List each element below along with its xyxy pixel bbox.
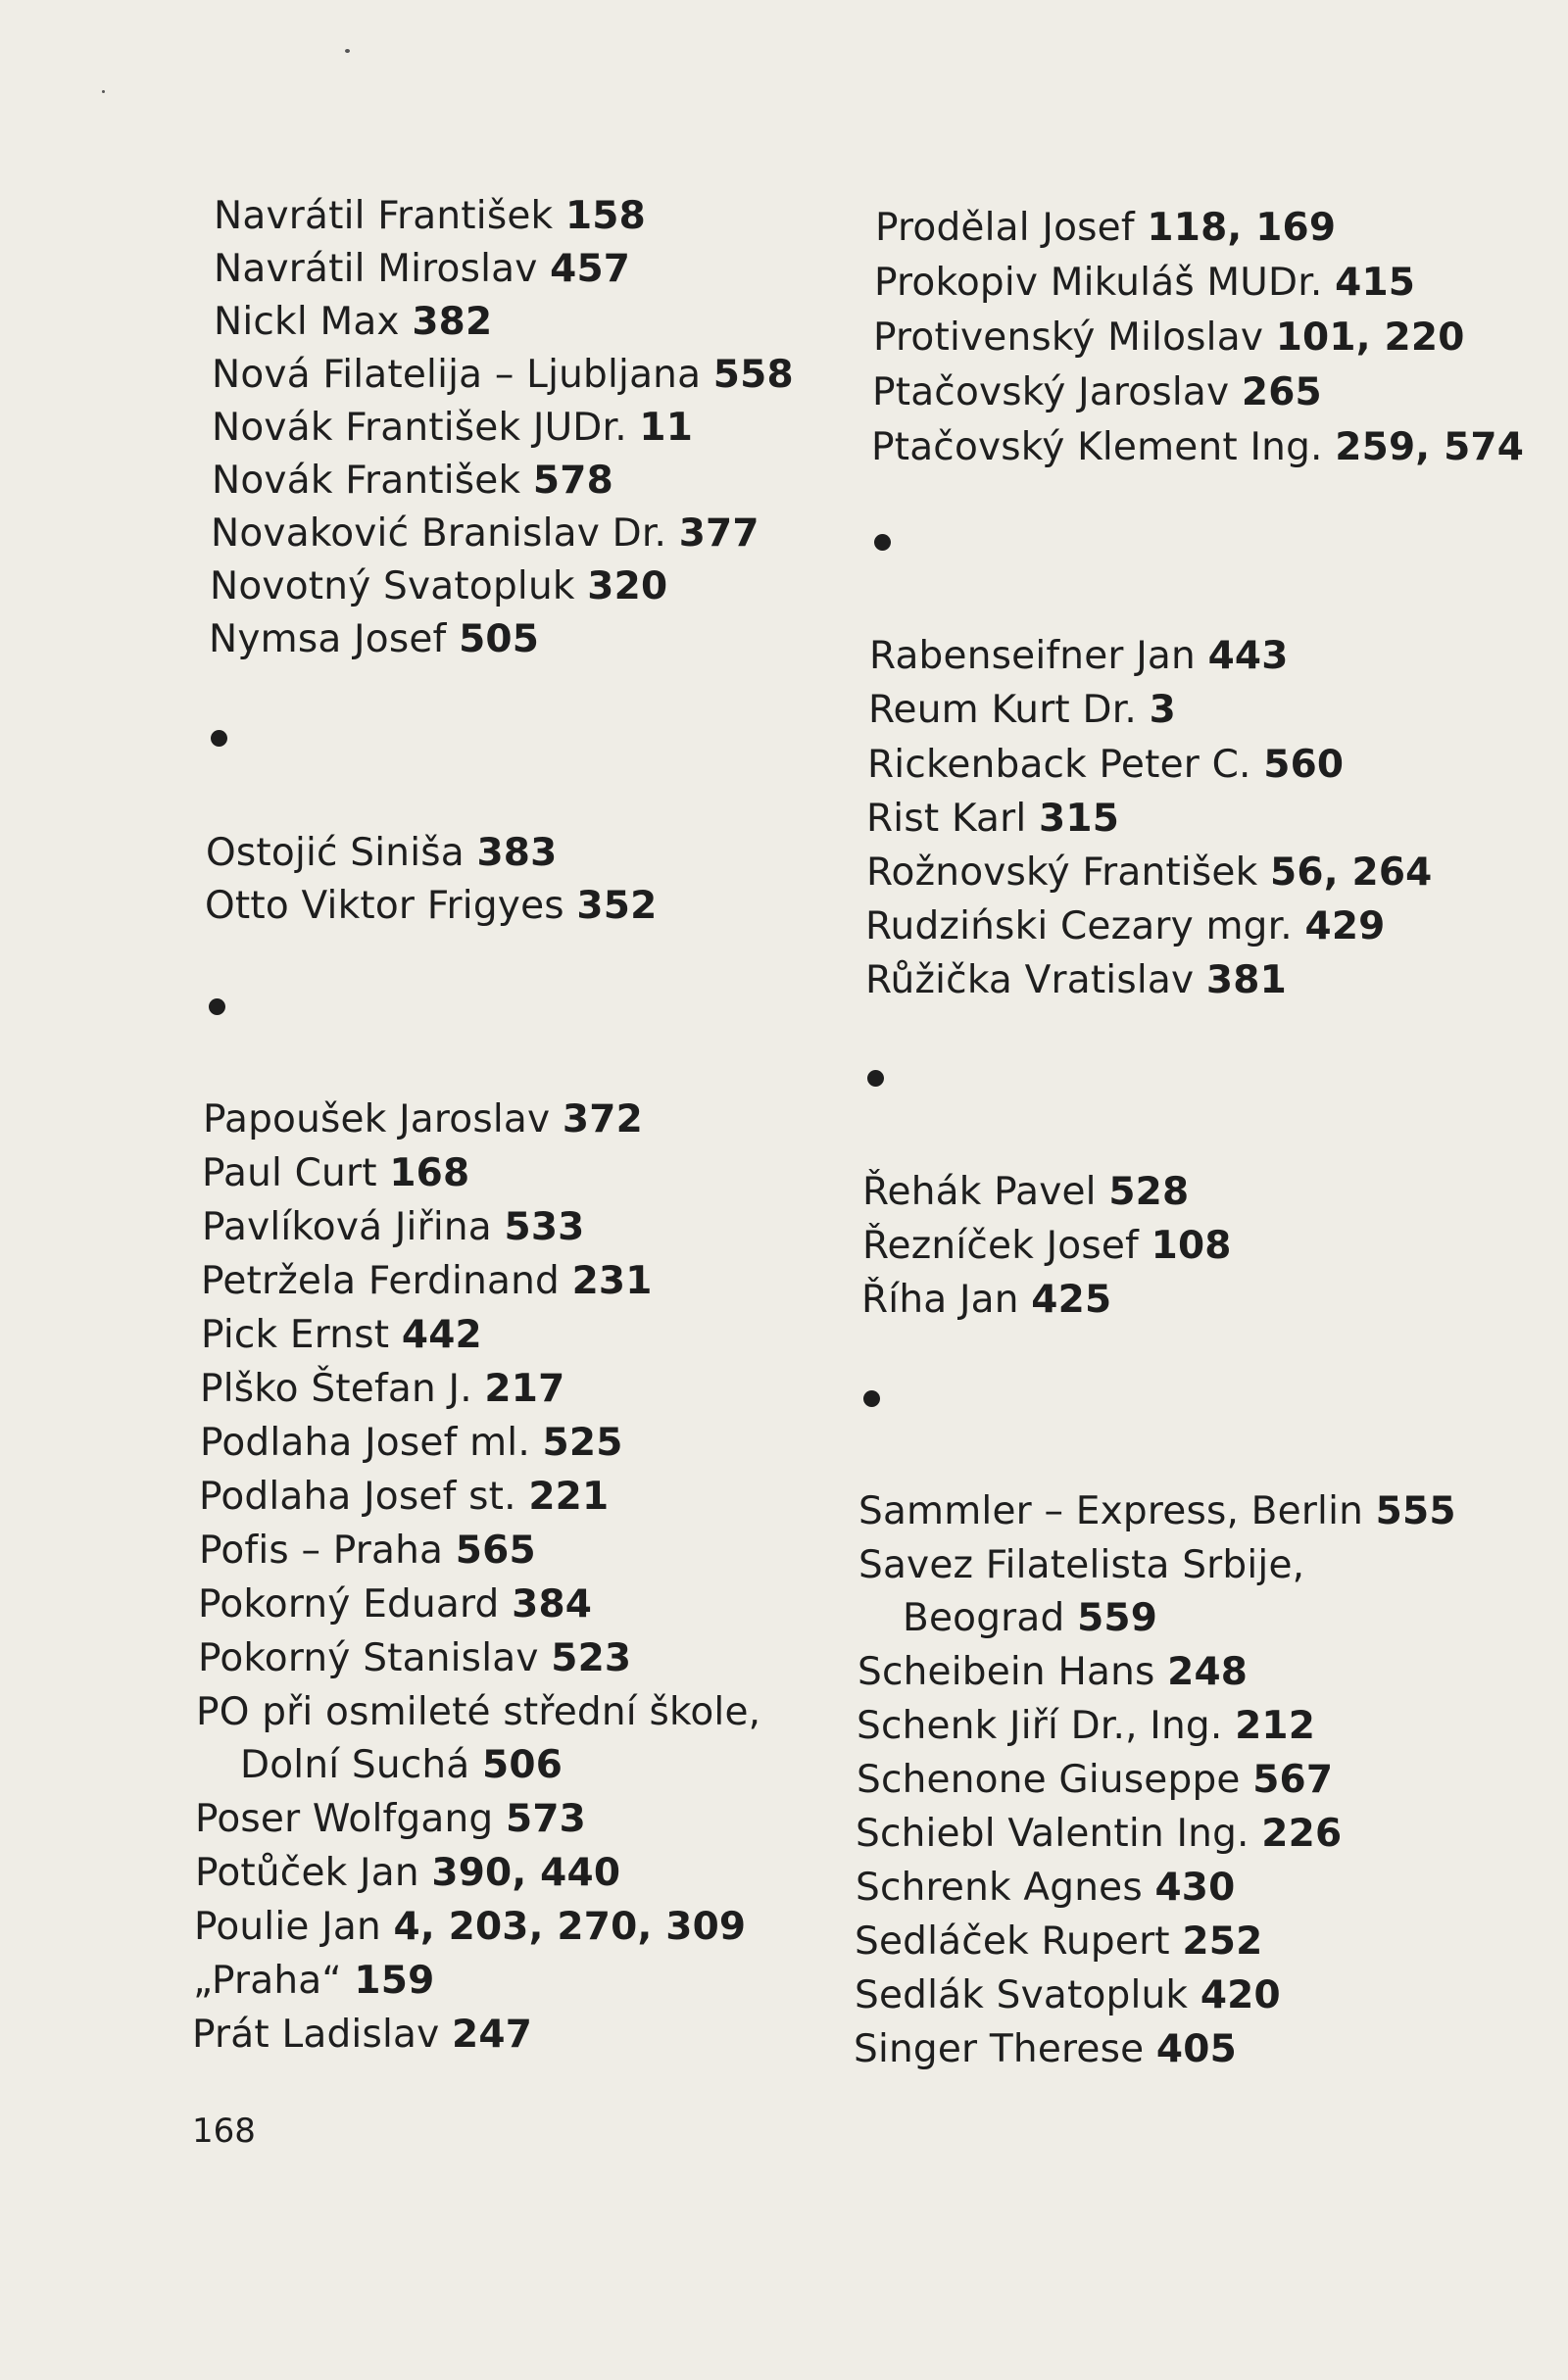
entry-name: Navrátil Miroslav <box>214 247 538 291</box>
entry-pages: 158 <box>564 194 646 238</box>
entry-name: Rožnovský František <box>866 850 1258 895</box>
index-entry <box>856 1812 1342 1857</box>
entry-pages: 101, 220 <box>1275 316 1465 360</box>
entry-pages: 528 <box>1108 1170 1190 1214</box>
entry-name: Poulie Jan <box>194 1905 381 1949</box>
entry-name: Prodělal Josef <box>875 206 1135 250</box>
section-bullet <box>874 534 891 551</box>
entry-pages: 168 <box>389 1151 470 1195</box>
entry-name: Prát Ladislav <box>192 2013 440 2057</box>
entry-pages: 559 <box>1077 1596 1158 1640</box>
entry-name: Nickl Max <box>214 300 400 344</box>
entry-pages: 118, 169 <box>1147 206 1337 250</box>
entry-name: Beograd <box>903 1596 1065 1640</box>
entry-name: Protivenský Miloslav <box>873 316 1264 360</box>
entry-name: Scheibein Hans <box>858 1650 1155 1694</box>
entry-name: Pokorný Eduard <box>198 1582 500 1627</box>
entry-name: Schenk Jiří Dr., Ing. <box>857 1704 1223 1748</box>
entry-pages: 352 <box>576 884 658 928</box>
entry-pages: 425 <box>1031 1278 1112 1322</box>
entry-name: Otto Viktor Frigyes <box>205 884 564 928</box>
index-entry <box>872 370 1322 415</box>
entry-name: Ostojić Siniša <box>206 831 465 875</box>
entry-pages: 405 <box>1155 2027 1237 2071</box>
entry-name: Řehák Pavel <box>862 1170 1097 1214</box>
entry-name: Rudziński Cezary mgr. <box>865 904 1293 948</box>
entry-pages: 372 <box>562 1097 643 1141</box>
index-entry <box>867 743 1344 788</box>
entry-pages: 578 <box>532 459 613 503</box>
entry-pages: 523 <box>551 1636 632 1680</box>
entry-name: Papoušek Jaroslav <box>203 1097 551 1141</box>
index-entry <box>868 688 1176 733</box>
index-entry <box>856 1866 1235 1911</box>
entry-name: Schenone Giuseppe <box>857 1758 1241 1802</box>
entry-pages: 320 <box>587 564 668 608</box>
entry-pages: 457 <box>550 247 631 291</box>
entry-name: Rabenseifner Jan <box>869 634 1196 678</box>
entry-pages: 384 <box>512 1582 593 1627</box>
entry-pages: 533 <box>504 1205 585 1249</box>
entry-name: Poser Wolfgang <box>195 1797 494 1841</box>
entry-pages: 390, 440 <box>431 1851 621 1895</box>
section-bullet <box>863 1390 880 1407</box>
entry-name: Podlaha Josef st. <box>199 1475 516 1519</box>
index-entry <box>857 1758 1333 1803</box>
print-speck <box>102 90 105 93</box>
entry-name: Sedláček Rupert <box>855 1919 1170 1964</box>
entry-name: Růžička Vratislav <box>865 958 1195 1002</box>
index-entry <box>862 1170 1189 1215</box>
print-speck <box>345 49 350 53</box>
entry-name: Novák František <box>212 459 521 503</box>
entry-name: Sammler – Express, Berlin <box>858 1489 1364 1533</box>
entry-pages: 558 <box>712 353 794 397</box>
entry-pages: 231 <box>571 1259 653 1303</box>
entry-name: Pick Ernst <box>201 1313 390 1357</box>
index-entry <box>869 634 1289 679</box>
entry-name: Ptačovský Jaroslav <box>872 370 1230 414</box>
index-entry <box>855 1919 1262 1965</box>
entry-name: Pavlíková Jiřina <box>202 1205 492 1249</box>
entry-name: Reum Kurt Dr. <box>868 688 1138 732</box>
entry-pages: 247 <box>452 2013 533 2057</box>
index-entry <box>862 1224 1232 1269</box>
entry-name: Pokorný Stanislav <box>198 1636 539 1680</box>
entry-name: Podlaha Josef ml. <box>200 1421 530 1465</box>
entry-name: Novák František JUDr. <box>212 406 627 450</box>
entry-pages: 265 <box>1241 370 1322 414</box>
entry-pages: 420 <box>1200 1973 1281 2017</box>
entry-name: PO při osmileté střední škole, <box>196 1690 761 1734</box>
entry-pages: 415 <box>1335 261 1416 305</box>
entry-pages: 108 <box>1151 1224 1232 1268</box>
index-entry <box>861 1278 1111 1323</box>
entry-pages: 56, 264 <box>1270 850 1433 895</box>
section-bullet <box>867 1070 884 1087</box>
entry-name: Novaković Branislav Dr. <box>211 511 667 556</box>
index-entry <box>866 797 1119 842</box>
entry-pages: 442 <box>401 1313 482 1357</box>
entry-name: Schiebl Valentin Ing. <box>856 1812 1250 1856</box>
entry-name: Nymsa Josef <box>209 617 447 661</box>
entry-pages: 573 <box>505 1797 586 1841</box>
entry-name: Nová Filatelija – Ljubljana <box>212 353 702 397</box>
index-entry <box>854 2027 1237 2072</box>
entry-name: Schrenk Agnes <box>856 1866 1143 1910</box>
index-entry <box>871 425 1524 470</box>
entry-name: Prokopiv Mikuláš MUDr. <box>874 261 1323 305</box>
entry-pages: 443 <box>1207 634 1289 678</box>
entry-pages: 565 <box>455 1529 536 1573</box>
entry-pages: 221 <box>528 1475 610 1519</box>
entry-name: Petržela Ferdinand <box>201 1259 560 1303</box>
entry-pages: 429 <box>1304 904 1386 948</box>
index-entry <box>858 1650 1248 1695</box>
index-entry <box>855 1973 1281 2018</box>
entry-pages: 525 <box>542 1421 623 1465</box>
page-number: 168 <box>192 2112 256 2151</box>
index-entry <box>874 261 1415 306</box>
entry-pages: 430 <box>1154 1866 1236 1910</box>
entry-name: Řezníček Josef <box>862 1224 1139 1268</box>
entry-pages: 315 <box>1039 797 1120 841</box>
index-entry <box>875 206 1336 251</box>
entry-pages: 212 <box>1235 1704 1316 1748</box>
entry-name: Plško Štefan J. <box>200 1367 472 1411</box>
entry-pages: 567 <box>1252 1758 1334 1802</box>
entry-pages: 3 <box>1149 688 1176 732</box>
entry-name: Říha Jan <box>861 1278 1019 1322</box>
entry-name: Paul Curt <box>202 1151 377 1195</box>
entry-pages: 11 <box>639 406 694 450</box>
entry-name: Rickenback Peter C. <box>867 743 1251 787</box>
entry-name: Singer Therese <box>854 2027 1145 2071</box>
entry-name: Rist Karl <box>866 797 1027 841</box>
index-entry <box>866 850 1433 896</box>
entry-pages: 381 <box>1205 958 1287 1002</box>
entry-pages: 248 <box>1167 1650 1249 1694</box>
index-entry <box>873 316 1465 361</box>
entry-pages: 505 <box>459 617 540 661</box>
entry-name: Ptačovský Klement Ing. <box>871 425 1323 469</box>
entry-pages: 382 <box>412 300 493 344</box>
entry-pages: 226 <box>1261 1812 1343 1856</box>
entry-pages: 383 <box>476 831 558 875</box>
entry-pages: 159 <box>354 1959 435 2003</box>
index-entry <box>858 1543 1304 1588</box>
index-entry <box>865 958 1287 1003</box>
entry-name: Savez Filatelista Srbije, <box>858 1543 1305 1587</box>
entry-name: Navrátil František <box>214 194 554 238</box>
index-entry <box>858 1489 1456 1534</box>
entry-name: Pofis – Praha <box>199 1529 444 1573</box>
entry-pages: 4, 203, 270, 309 <box>393 1905 747 1949</box>
entry-pages: 259, 574 <box>1335 425 1525 469</box>
entry-name: Sedlák Svatopluk <box>855 1973 1189 2017</box>
entry-name: Novotný Svatopluk <box>210 564 575 608</box>
entry-pages: 560 <box>1263 743 1345 787</box>
entry-pages: 217 <box>484 1367 565 1411</box>
entry-pages: 377 <box>678 511 760 556</box>
entry-pages: 555 <box>1375 1489 1456 1533</box>
index-entry <box>857 1704 1315 1749</box>
index-entry-continuation <box>903 1596 1157 1641</box>
index-entry <box>865 904 1386 949</box>
entry-pages: 252 <box>1182 1919 1263 1964</box>
entry-name: „Praha“ <box>193 1959 342 2003</box>
entry-pages: 506 <box>482 1743 564 1787</box>
entry-name: Potůček Jan <box>195 1851 419 1895</box>
entry-name: Dolní Suchá <box>240 1743 470 1787</box>
